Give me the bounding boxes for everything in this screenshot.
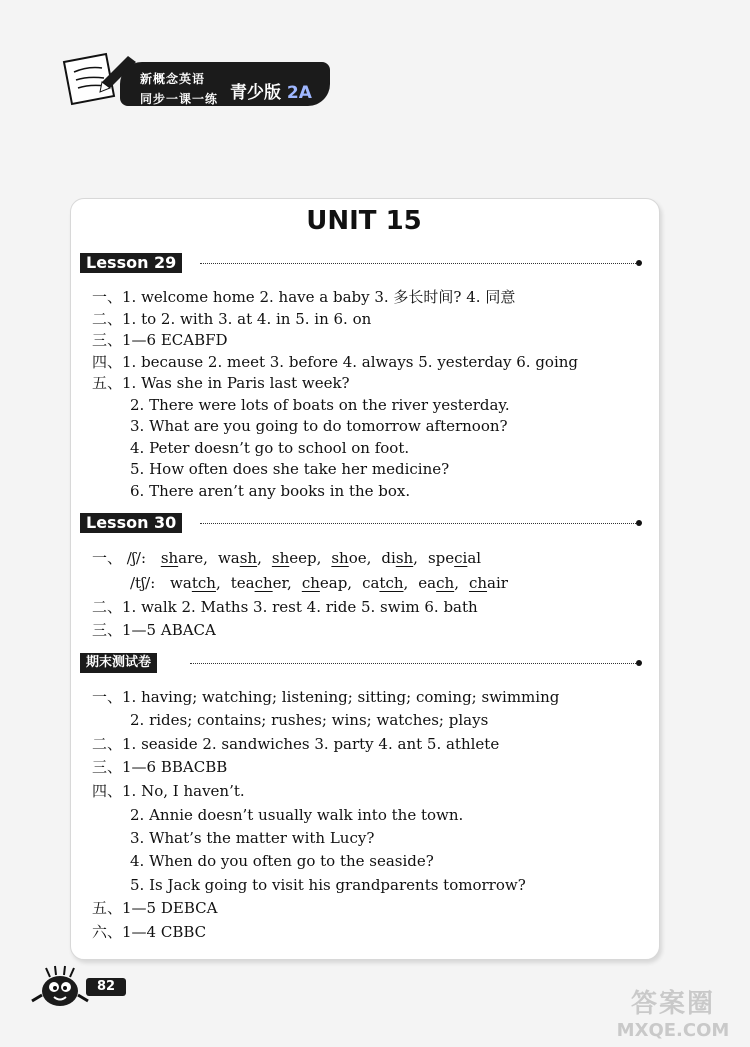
underlined-letters: ch	[436, 574, 455, 592]
brand-title: 新概念英语	[140, 72, 206, 86]
underlined-letters: ch	[254, 574, 273, 592]
item-number: 一、	[92, 549, 123, 567]
underlined-letters: sh	[331, 549, 349, 567]
phonics-word: special	[427, 549, 482, 567]
phonics-word: watch,	[170, 574, 221, 592]
answer-line: 5. How often does she take her medicine?	[130, 460, 450, 478]
word-list	[151, 549, 481, 567]
phonics-word: sheep,	[271, 549, 322, 567]
answer-line: 三、1—6 ECABFD	[92, 331, 228, 349]
section-label: Lesson 30	[80, 513, 182, 533]
answer-line: 三、1—6 BBACBB	[92, 758, 228, 776]
phonics-word: catch,	[362, 574, 409, 592]
answer-line: 2. rides; contains; rushes; wins; watches; plays	[130, 711, 489, 729]
answer-line: 五、1. Was she in Paris last week?	[92, 374, 350, 392]
underlined-letters: tch	[191, 574, 216, 592]
watermark-text: 答案圈	[630, 989, 715, 1019]
phonics-row-sh	[92, 549, 481, 567]
phonics-word: shoe,	[331, 549, 372, 567]
answer-line: 2. Annie doesn’t usually walk into the town.	[130, 806, 464, 824]
watermark-url: MXQE.COM	[616, 1020, 730, 1041]
answer-line: 二、1. seaside 2. sandwiches 3. party 4. ant 5. athlete	[92, 735, 500, 753]
answer-line: 6. There aren’t any books in the box.	[130, 482, 411, 500]
edition-level: 2A	[286, 83, 312, 103]
phonics-word: dish,	[381, 549, 418, 567]
underlined-letters: sh	[395, 549, 414, 567]
rule-end-dot	[636, 660, 642, 666]
page-number: 82	[86, 978, 126, 996]
phonics-word: share,	[160, 549, 208, 567]
unit-title: UNIT 15	[306, 206, 422, 236]
section-lesson-30	[80, 513, 642, 533]
answer-line: 四、1. No, I haven’t.	[92, 782, 245, 800]
rule-end-dot	[636, 260, 642, 266]
answer-line: 3. What’s the matter with Lucy?	[130, 829, 375, 847]
answer-line: 3. What are you going to do tomorrow afternoon?	[130, 417, 508, 435]
answer-line: 2. There were lots of boats on the river yesterday.	[130, 396, 510, 414]
answer-line: 五、1—5 DEBCA	[92, 899, 218, 917]
phonics-word: each,	[418, 574, 459, 592]
answer-line: 二、1. walk 2. Maths 3. rest 4. ride 5. swim 6. bath	[92, 598, 478, 616]
section-final-test	[80, 653, 642, 673]
answer-line: 一、1. welcome home 2. have a baby 3. 多长时间? 4. 同意	[92, 288, 516, 306]
underlined-letters: sh	[160, 549, 179, 567]
answer-line: 六、1—4 CBBC	[92, 923, 207, 941]
dotted-rule	[200, 523, 636, 524]
underlined-letters: ch	[468, 574, 488, 592]
answer-line: 一、1. having; watching; listening; sitting; coming; swimming	[92, 688, 560, 706]
answer-line: 三、1—5 ABACA	[92, 621, 216, 639]
answer-line: 5. Is Jack going to visit his grandparents tomorrow?	[130, 876, 526, 894]
phonetic-symbol: /ʃ/:	[126, 549, 147, 567]
underlined-letters: ci	[454, 549, 468, 567]
underlined-letters: ch	[301, 574, 320, 592]
answer-line: 四、1. because 2. meet 3. before 4. always 5. yesterday 6. going	[92, 353, 579, 371]
answer-line: 二、1. to 2. with 3. at 4. in 5. in 6. on	[92, 310, 372, 328]
phonics-row-tch	[130, 574, 508, 592]
edition-label: 青少版 2A	[230, 83, 312, 103]
dotted-rule	[200, 263, 636, 264]
underlined-letters: tch	[379, 574, 404, 592]
mascot-icon	[30, 965, 90, 1009]
dotted-rule	[190, 663, 636, 664]
phonics-word: chair	[468, 574, 508, 592]
rule-end-dot	[636, 520, 642, 526]
word-list	[160, 574, 508, 592]
site-watermark	[610, 983, 736, 1039]
section-label: 期末测试卷	[80, 653, 157, 673]
underlined-letters: sh	[271, 549, 290, 567]
answer-line: 4. When do you often go to the seaside?	[130, 852, 434, 870]
phonics-word: teacher,	[230, 574, 292, 592]
underlined-letters: sh	[239, 549, 258, 567]
phonetic-symbol: /tʃ/:	[130, 574, 156, 592]
section-lesson-29	[80, 253, 642, 273]
brand-subtitle: 同步一课一练	[140, 92, 219, 106]
answer-line: 4. Peter doesn’t go to school on foot.	[130, 439, 410, 457]
phonics-word: wash,	[217, 549, 262, 567]
phonics-word: cheap,	[301, 574, 353, 592]
section-label: Lesson 29	[80, 253, 182, 273]
